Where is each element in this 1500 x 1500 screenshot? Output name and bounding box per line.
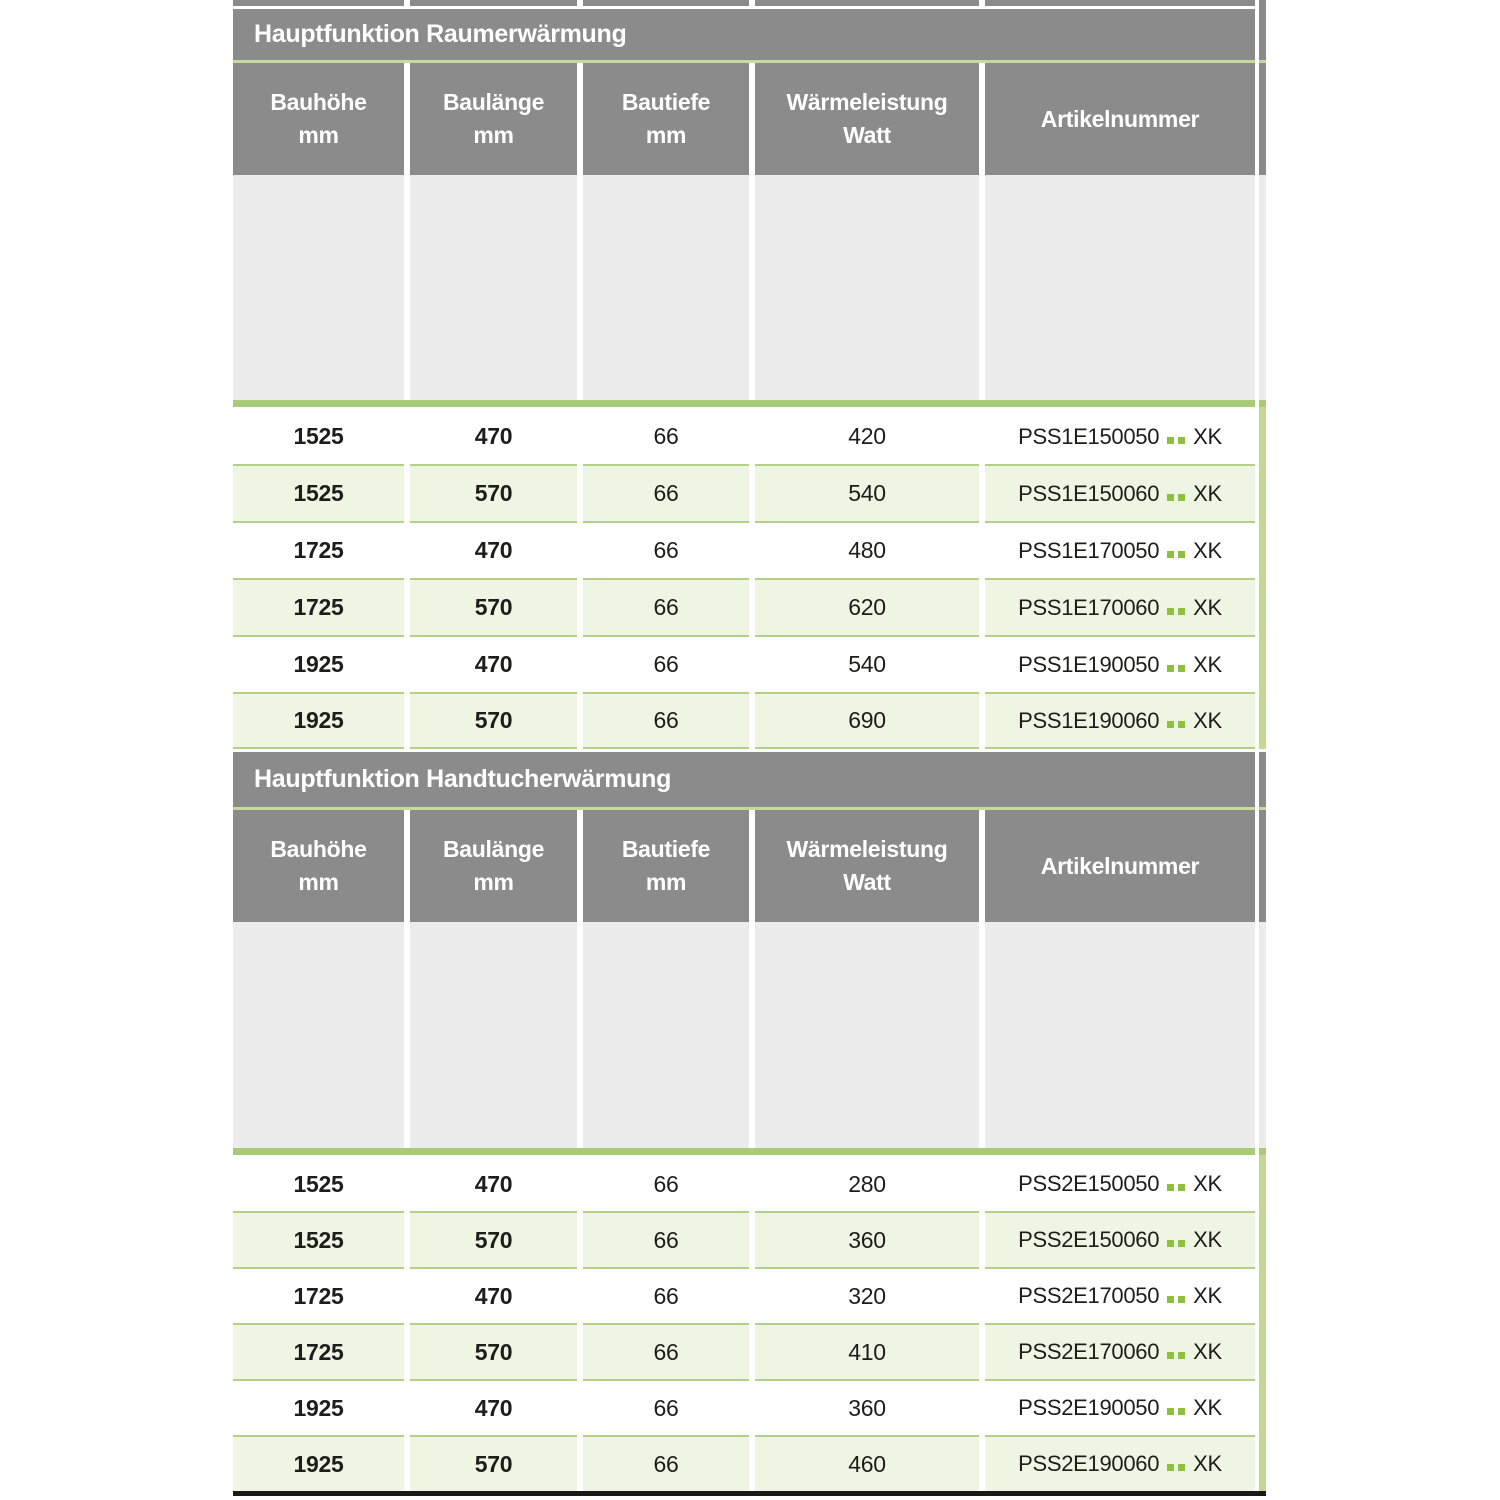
cropped-right-column: [1259, 810, 1266, 922]
empty-cell: [233, 922, 404, 1148]
cropped-right-column: [1259, 63, 1266, 175]
cell-baulaenge: 470: [410, 521, 577, 578]
cell-baulaenge: 570: [410, 578, 577, 635]
cell-artikelnummer: [985, 1323, 1255, 1379]
empty-cell: [410, 922, 577, 1148]
cell-bautiefe: 66: [583, 635, 749, 692]
table-row: [233, 521, 1255, 578]
artikel-prefix: PSS1E170050: [1018, 537, 1160, 563]
empty-cell: [583, 922, 749, 1148]
cell-waermeleistung: 420: [755, 407, 979, 464]
cell-artikelnummer: [985, 692, 1255, 749]
artikel-prefix: PSS1E190050: [1018, 651, 1160, 677]
column-label: Wärmeleistung: [786, 836, 948, 862]
column-label: Baulänge: [442, 836, 545, 862]
empty-cell: [233, 175, 404, 400]
column-label: Bauhöhe: [270, 836, 367, 862]
cell-waermeleistung: 540: [755, 635, 979, 692]
remnant-cell: [410, 0, 577, 6]
table-bottom-border: [233, 1491, 1266, 1496]
remnant-cell: [985, 0, 1255, 6]
artikel-suffix: XK: [1193, 1171, 1222, 1196]
artikel-prefix: PSS1E190060: [1018, 707, 1160, 733]
column-label: Bautiefe: [621, 836, 711, 862]
section-header-handtucherwaermung: [233, 752, 1255, 807]
cell-baulaenge: 570: [410, 464, 577, 521]
column-header-bauhoehe: [233, 63, 404, 175]
cell-waermeleistung: 540: [755, 464, 979, 521]
data-rows-handtucherwaermung: [233, 1155, 1255, 1491]
cell-artikelnummer: [985, 1211, 1255, 1267]
cropped-right-column: [1259, 752, 1266, 807]
artikel-prefix: PSS1E150060: [1018, 480, 1160, 506]
green-separator-bar: [233, 400, 1255, 407]
cell-baulaenge: 470: [410, 1267, 577, 1323]
cell-bautiefe: 66: [583, 407, 749, 464]
section-title: Hauptfunktion Handtucherwärmung: [254, 765, 672, 793]
cell-bauhoehe: 1525: [233, 1155, 404, 1211]
table-row: [233, 692, 1255, 749]
artikel-suffix: XK: [1193, 1283, 1222, 1308]
empty-cell: [755, 175, 979, 400]
column-unit: mm: [298, 869, 339, 895]
cell-waermeleistung: 690: [755, 692, 979, 749]
column-header-baulaenge: [410, 810, 577, 922]
cell-bauhoehe: 1725: [233, 1267, 404, 1323]
cell-bauhoehe: 1925: [233, 692, 404, 749]
column-label: Artikelnummer: [1040, 852, 1200, 879]
empty-cell: [985, 922, 1255, 1148]
artikel-prefix: PSS2E190060: [1018, 1451, 1160, 1476]
column-header-artikelnummer: [985, 63, 1255, 175]
cell-artikelnummer: [985, 1379, 1255, 1435]
artikel-suffix: XK: [1193, 480, 1222, 506]
cell-bautiefe: 66: [583, 464, 749, 521]
cropped-row-above: [233, 0, 1255, 6]
cell-bautiefe: 66: [583, 1379, 749, 1435]
cell-artikelnummer: [985, 407, 1255, 464]
cropped-right-column: [1259, 175, 1266, 400]
cell-bauhoehe: 1925: [233, 635, 404, 692]
column-unit: mm: [645, 869, 687, 895]
artikel-prefix: PSS2E190050: [1018, 1395, 1160, 1420]
color-placeholder-dots-icon: [1165, 708, 1187, 734]
column-label: Bautiefe: [621, 89, 711, 115]
cell-artikelnummer: [985, 1155, 1255, 1211]
artikel-suffix: XK: [1193, 651, 1222, 677]
color-placeholder-dots-icon: [1165, 1339, 1187, 1365]
column-label: Wärmeleistung: [786, 89, 948, 115]
cell-bauhoehe: 1525: [233, 464, 404, 521]
table-row: [233, 464, 1255, 521]
cell-artikelnummer: [985, 1267, 1255, 1323]
cell-bautiefe: 66: [583, 1435, 749, 1491]
cell-artikelnummer: [985, 578, 1255, 635]
column-unit: Watt: [843, 122, 891, 148]
color-placeholder-dots-icon: [1165, 481, 1187, 507]
data-rows-raumerwaermung: [233, 407, 1255, 749]
color-placeholder-dots-icon: [1165, 538, 1187, 564]
section-title: Hauptfunktion Raumerwärmung: [254, 20, 627, 48]
table-row: [233, 578, 1255, 635]
artikel-prefix: PSS2E150060: [1018, 1227, 1160, 1252]
column-header-waermeleistung: [755, 63, 979, 175]
color-placeholder-dots-icon: [1165, 1227, 1187, 1253]
cell-bautiefe: 66: [583, 1323, 749, 1379]
artikel-suffix: XK: [1193, 1395, 1222, 1420]
column-unit: mm: [473, 869, 514, 895]
cell-artikelnummer: [985, 521, 1255, 578]
cell-artikelnummer: [985, 464, 1255, 521]
table-row: [233, 1155, 1255, 1211]
cell-baulaenge: 570: [410, 1435, 577, 1491]
table-row: [233, 1435, 1255, 1491]
cell-bautiefe: 66: [583, 1267, 749, 1323]
empty-cell: [985, 175, 1255, 400]
cell-waermeleistung: 460: [755, 1435, 979, 1491]
cell-baulaenge: 570: [410, 692, 577, 749]
green-separator-bar: [233, 1148, 1255, 1155]
cropped-right-column: [1259, 407, 1266, 749]
column-unit: mm: [473, 122, 514, 148]
cell-waermeleistung: 360: [755, 1379, 979, 1435]
cell-waermeleistung: 360: [755, 1211, 979, 1267]
artikel-suffix: XK: [1193, 1227, 1222, 1252]
column-label: Baulänge: [442, 89, 545, 115]
cell-baulaenge: 570: [410, 1323, 577, 1379]
table-row: [233, 1323, 1255, 1379]
column-header-artikelnummer: [985, 810, 1255, 922]
column-header-bauhoehe: [233, 810, 404, 922]
column-header-bautiefe: [583, 63, 749, 175]
remnant-cell: [755, 0, 979, 6]
cell-baulaenge: 570: [410, 1211, 577, 1267]
cell-artikelnummer: [985, 1435, 1255, 1491]
cell-artikelnummer: [985, 635, 1255, 692]
cell-bautiefe: 66: [583, 578, 749, 635]
table-row: [233, 407, 1255, 464]
cell-bautiefe: 66: [583, 1211, 749, 1267]
cell-baulaenge: 470: [410, 1155, 577, 1211]
empty-cell: [755, 922, 979, 1148]
artikel-suffix: XK: [1193, 423, 1222, 449]
cell-baulaenge: 470: [410, 1379, 577, 1435]
cell-bautiefe: 66: [583, 1155, 749, 1211]
remnant-cell: [583, 0, 749, 6]
cell-bauhoehe: 1725: [233, 578, 404, 635]
cell-bautiefe: 66: [583, 521, 749, 578]
artikel-prefix: PSS2E170060: [1018, 1339, 1160, 1364]
table-row: [233, 1267, 1255, 1323]
artikel-prefix: PSS1E150050: [1018, 423, 1160, 449]
color-placeholder-dots-icon: [1165, 595, 1187, 621]
cropped-right-column: [1259, 400, 1266, 407]
artikel-suffix: XK: [1193, 537, 1222, 563]
column-label: Bauhöhe: [270, 89, 367, 115]
cropped-right-column: [1259, 922, 1266, 1148]
artikel-suffix: XK: [1193, 1339, 1222, 1364]
cropped-right-column: [1259, 1155, 1266, 1491]
color-placeholder-dots-icon: [1165, 424, 1187, 450]
spec-tables: [233, 0, 1255, 1491]
empty-cell: [583, 175, 749, 400]
artikel-prefix: PSS2E150050: [1018, 1171, 1160, 1196]
column-header-bautiefe: [583, 810, 749, 922]
column-label: Artikelnummer: [1040, 105, 1200, 132]
table-row: [233, 1211, 1255, 1267]
color-placeholder-dots-icon: [1165, 1171, 1187, 1197]
cell-waermeleistung: 280: [755, 1155, 979, 1211]
section-header-raumerwaermung: [233, 9, 1255, 60]
cell-baulaenge: 470: [410, 635, 577, 692]
cell-bautiefe: 66: [583, 692, 749, 749]
cell-bauhoehe: 1725: [233, 1323, 404, 1379]
color-placeholder-dots-icon: [1165, 652, 1187, 678]
cell-baulaenge: 470: [410, 407, 577, 464]
color-placeholder-dots-icon: [1165, 1451, 1187, 1477]
artikel-suffix: XK: [1193, 707, 1222, 733]
cell-waermeleistung: 320: [755, 1267, 979, 1323]
artikel-prefix: PSS1E170060: [1018, 594, 1160, 620]
artikel-suffix: XK: [1193, 594, 1222, 620]
cell-bauhoehe: 1525: [233, 1211, 404, 1267]
cell-waermeleistung: 480: [755, 521, 979, 578]
cell-bauhoehe: 1925: [233, 1435, 404, 1491]
table-row: [233, 635, 1255, 692]
artikel-suffix: XK: [1193, 1451, 1222, 1476]
column-header-baulaenge: [410, 63, 577, 175]
cell-bauhoehe: 1725: [233, 521, 404, 578]
column-header-row: [233, 810, 1255, 922]
cropped-right-column: [1259, 1148, 1266, 1155]
color-placeholder-dots-icon: [1165, 1283, 1187, 1309]
cropped-right-column: [1259, 0, 1266, 60]
product-image-placeholder: [233, 922, 1255, 1148]
cell-waermeleistung: 410: [755, 1323, 979, 1379]
cell-waermeleistung: 620: [755, 578, 979, 635]
column-unit: mm: [645, 122, 687, 148]
empty-cell: [410, 175, 577, 400]
remnant-cell: [233, 0, 404, 6]
column-header-waermeleistung: [755, 810, 979, 922]
cell-bauhoehe: 1525: [233, 407, 404, 464]
column-unit: Watt: [843, 869, 891, 895]
column-unit: mm: [298, 122, 339, 148]
artikel-prefix: PSS2E170050: [1018, 1283, 1160, 1308]
color-placeholder-dots-icon: [1165, 1395, 1187, 1421]
column-header-row: [233, 63, 1255, 175]
table-row: [233, 1379, 1255, 1435]
cell-bauhoehe: 1925: [233, 1379, 404, 1435]
product-image-placeholder: [233, 175, 1255, 400]
